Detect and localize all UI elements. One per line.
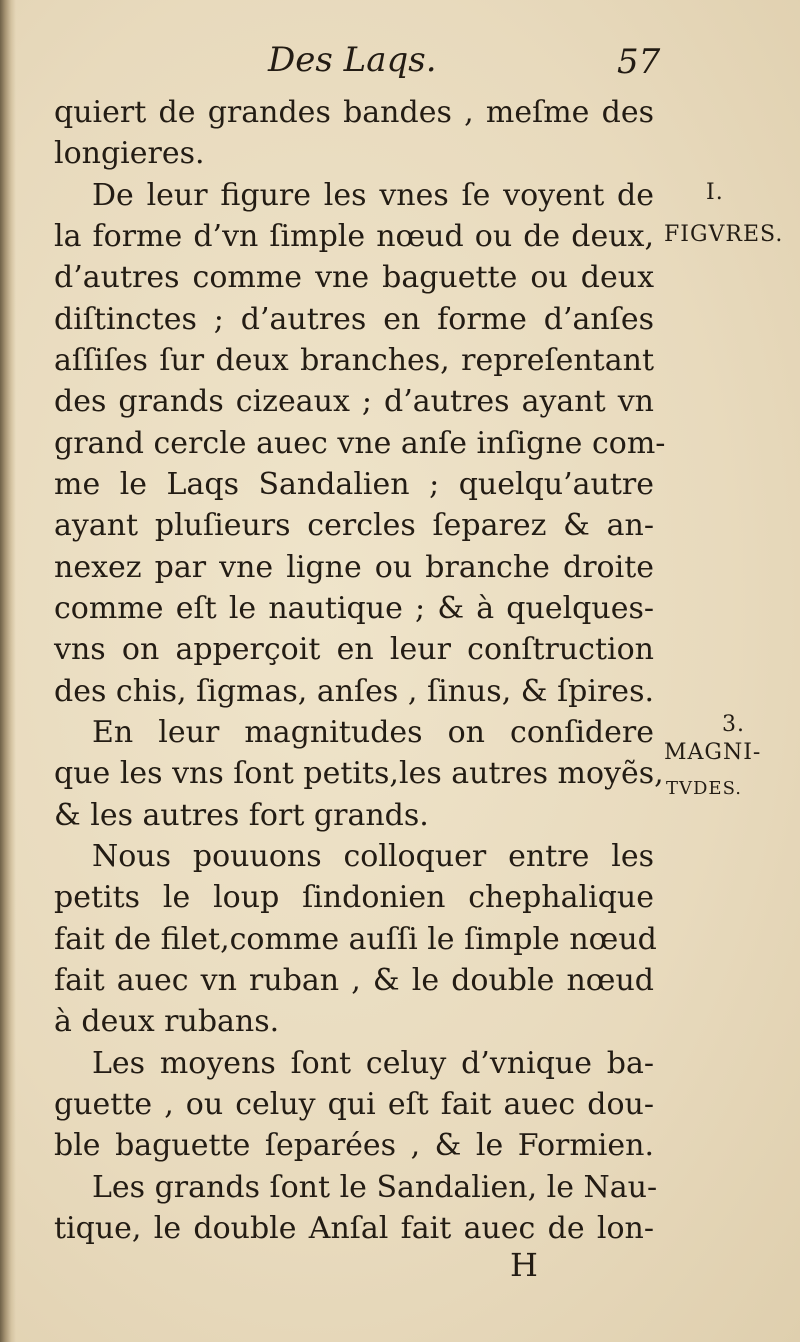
text-line: que les vns ſont petits,les autres moyẽs,	[54, 756, 664, 791]
text-line: tique, le double Anſal fait auec de lon-	[54, 1211, 654, 1246]
text-line: quiert de grandes bandes , meſme des	[54, 95, 654, 130]
text-line: guette , ou celuy qui eſt fait auec dou-	[54, 1087, 654, 1122]
text-line: la forme d’vn ſimple nœud ou de deux,	[54, 219, 654, 254]
text-line: Les grands ſont le Sandalien, le Nau-	[92, 1170, 658, 1205]
text-line: De leur figure les vnes ſe voyent de	[92, 178, 654, 213]
margin-note-label: FIGVRES.	[664, 222, 784, 247]
text-line: ayant pluſieurs cercles ſeparez & an-	[54, 508, 654, 543]
text-line: des chis, ſigmas, anſes , ſinus, & ſpires.	[54, 674, 654, 709]
text-line: comme eſt le nautique ; & à quelques-	[54, 591, 654, 626]
text-line: diſtinctes ; d’autres en forme d’anſes	[54, 302, 654, 337]
text-line: En leur magnitudes on conſidere	[92, 715, 654, 750]
text-line: aſſiſes ſur deux branches, repreſentant	[54, 343, 654, 378]
page-number: 57	[617, 42, 661, 82]
text-line: & les autres fort grands.	[54, 798, 429, 833]
running-head: Des Laqs.	[268, 40, 437, 80]
text-line: longieres.	[54, 136, 205, 171]
text-line: d’autres comme vne baguette ou deux	[54, 260, 654, 295]
text-line: Les moyens ſont celuy d’vnique ba-	[92, 1046, 654, 1081]
margin-note-number: 3.	[722, 712, 745, 737]
text-line: me le Laqs Sandalien ; quelqu’autre	[54, 467, 654, 502]
page-gutter-shadow	[0, 0, 16, 1342]
margin-note-label: MAGNI-	[664, 740, 762, 765]
text-line: vns on apperçoit en leur conſtruction	[54, 632, 654, 667]
text-line: Nous pouuons colloquer entre les	[92, 839, 654, 874]
signature-mark: H	[510, 1246, 538, 1284]
text-line: fait auec vn ruban , & le double nœud	[54, 963, 654, 998]
text-line: ble baguette ſeparées , & le Formien.	[54, 1128, 654, 1163]
margin-note-label: TVDES.	[666, 778, 742, 799]
margin-note-number: I.	[706, 180, 724, 205]
text-line: fait de filet,comme auſſi le ſimple nœud	[54, 922, 657, 957]
text-line: à deux rubans.	[54, 1004, 280, 1039]
text-line: petits le loup ſindonien chephalique	[54, 880, 654, 915]
text-line: nexez par vne ligne ou branche droite	[54, 550, 654, 585]
text-line: des grands cizeaux ; d’autres ayant vn	[54, 384, 654, 419]
text-line: grand cercle auec vne anſe inſigne com-	[54, 426, 666, 461]
